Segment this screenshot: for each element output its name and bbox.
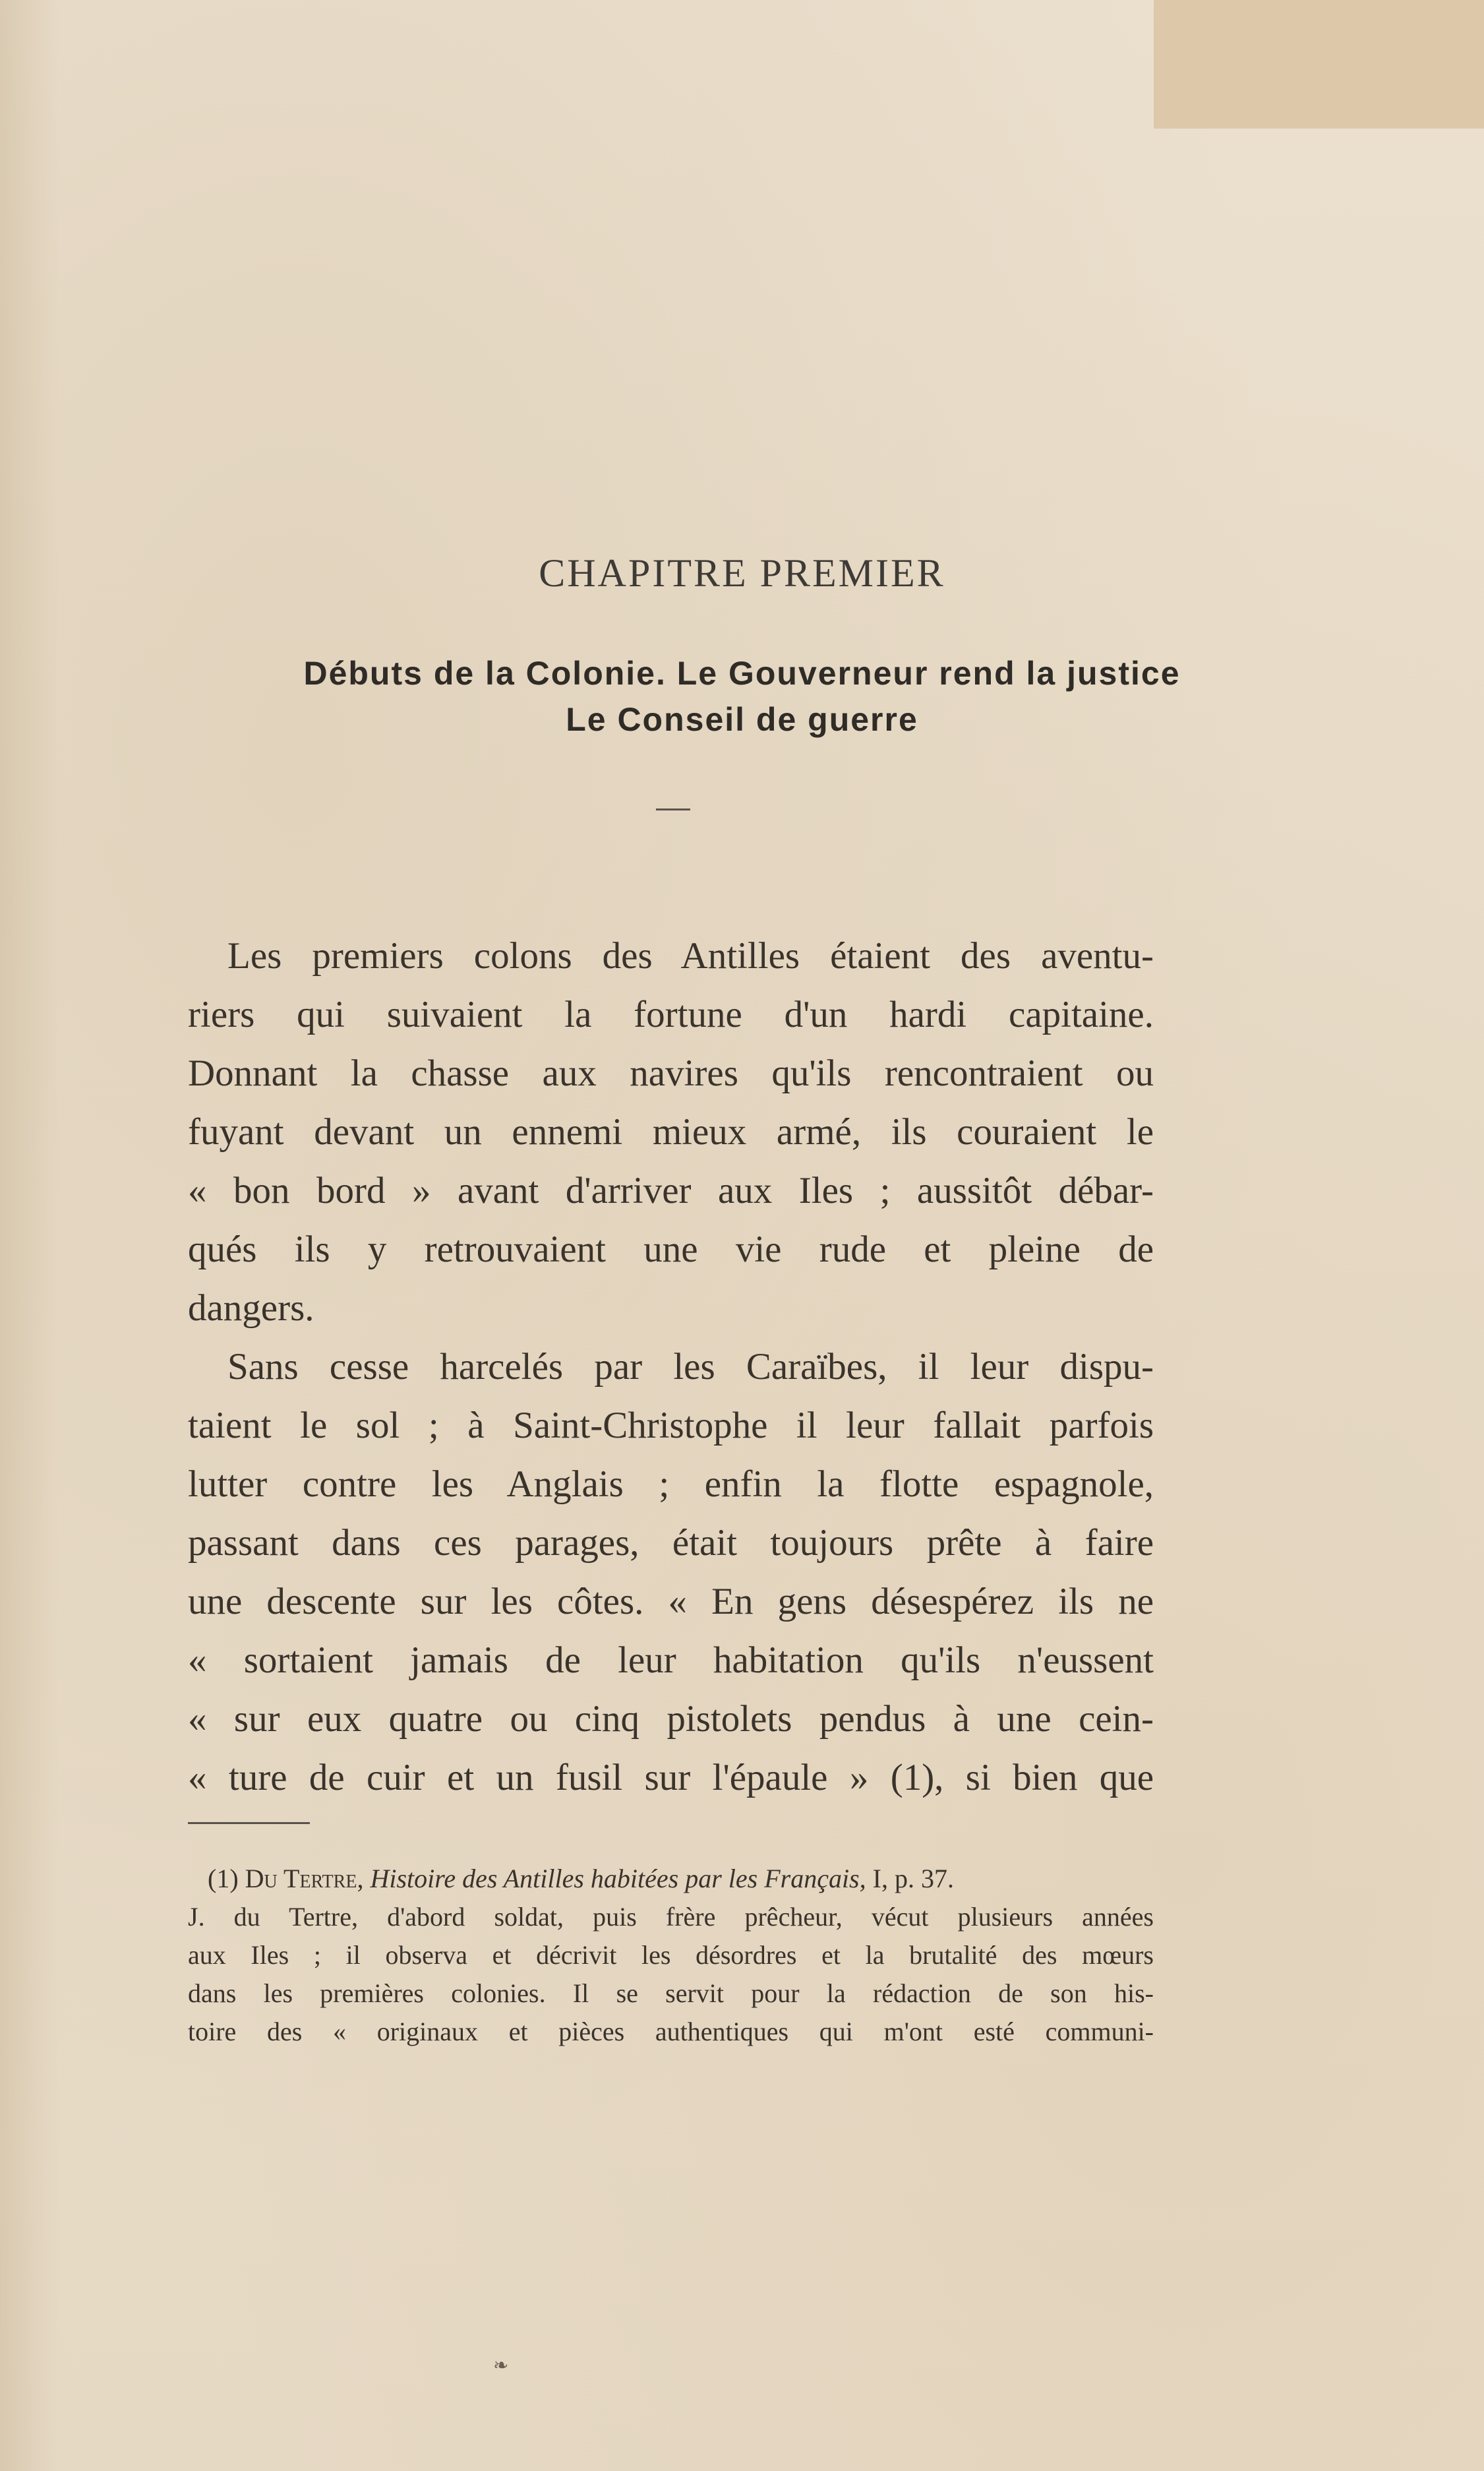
footnote-number: (1) <box>208 1864 239 1893</box>
chapter-subtitle-line-1: Débuts de la Colonie. Le Gouverneur rend la justice <box>303 655 1181 692</box>
footnote-work-title: Histoire des Antilles habitées par les Français, <box>370 1864 866 1893</box>
body-line: taient le sol ; à Saint-Christophe il leur fallait parfois <box>188 1405 1154 1446</box>
body-line: Les premiers colons des Antilles étaient des aventu- <box>227 935 1154 977</box>
body-line: lutter contre les Anglais ; enfin la flotte espagnole, <box>188 1463 1154 1505</box>
footnote-line: J. du Tertre, d'abord soldat, puis frère prêcheur, vécut plusieurs années <box>188 1902 1154 1932</box>
chapter-subtitle-line-2: Le Conseil de guerre <box>566 701 918 738</box>
body-line: riers qui suivaient la fortune d'un hardi capitaine. <box>188 994 1154 1035</box>
footnote-reference: I, p. 37. <box>872 1864 954 1893</box>
body-line: Donnant la chasse aux navires qu'ils rencontraient ou <box>188 1052 1154 1094</box>
footnote-line: aux Iles ; il observa et décrivit les désordres et la brutalité des mœurs <box>188 1940 1154 1970</box>
body-line: dangers. <box>188 1287 314 1329</box>
chapter-title: CHAPITRE PREMIER <box>539 551 945 595</box>
paper-corner-patch <box>1154 0 1484 129</box>
footnote <box>188 1860 1154 2051</box>
footnote-first-line <box>188 1860 1154 1898</box>
footnote-author: Du Tertre, <box>245 1864 364 1893</box>
body-line: « sortaient jamais de leur habitation qu'ils n'eussent <box>188 1639 1154 1681</box>
footnote-line: toire des « originaux et pièces authentiques qui m'ont esté communi- <box>188 2017 1154 2046</box>
body-line: fuyant devant un ennemi mieux armé, ils couraient le <box>188 1111 1154 1153</box>
body-line: « ture de cuir et un fusil sur l'épaule » (1), si bien que <box>188 1757 1154 1798</box>
printer-ornament: ❧ <box>493 2356 509 2376</box>
section-separator <box>656 808 690 810</box>
body-line: passant dans ces parages, était toujours prête à faire <box>188 1522 1154 1564</box>
footnote-rule <box>188 1822 310 1824</box>
body-line: Sans cesse harcelés par les Caraïbes, il leur dispu- <box>227 1346 1154 1388</box>
body-paragraphs <box>188 927 1154 1807</box>
footnote-line: dans les premières colonies. Il se servit pour la rédaction de son his- <box>188 1978 1154 2008</box>
body-line: « bon bord » avant d'arriver aux Iles ; aussitôt débar- <box>188 1170 1154 1211</box>
body-line: « sur eux quatre ou cinq pistolets pendus à une cein- <box>188 1698 1154 1740</box>
body-line: une descente sur les côtes. « En gens désespérez ils ne <box>188 1581 1154 1622</box>
body-line: qués ils y retrouvaient une vie rude et pleine de <box>188 1229 1154 1270</box>
